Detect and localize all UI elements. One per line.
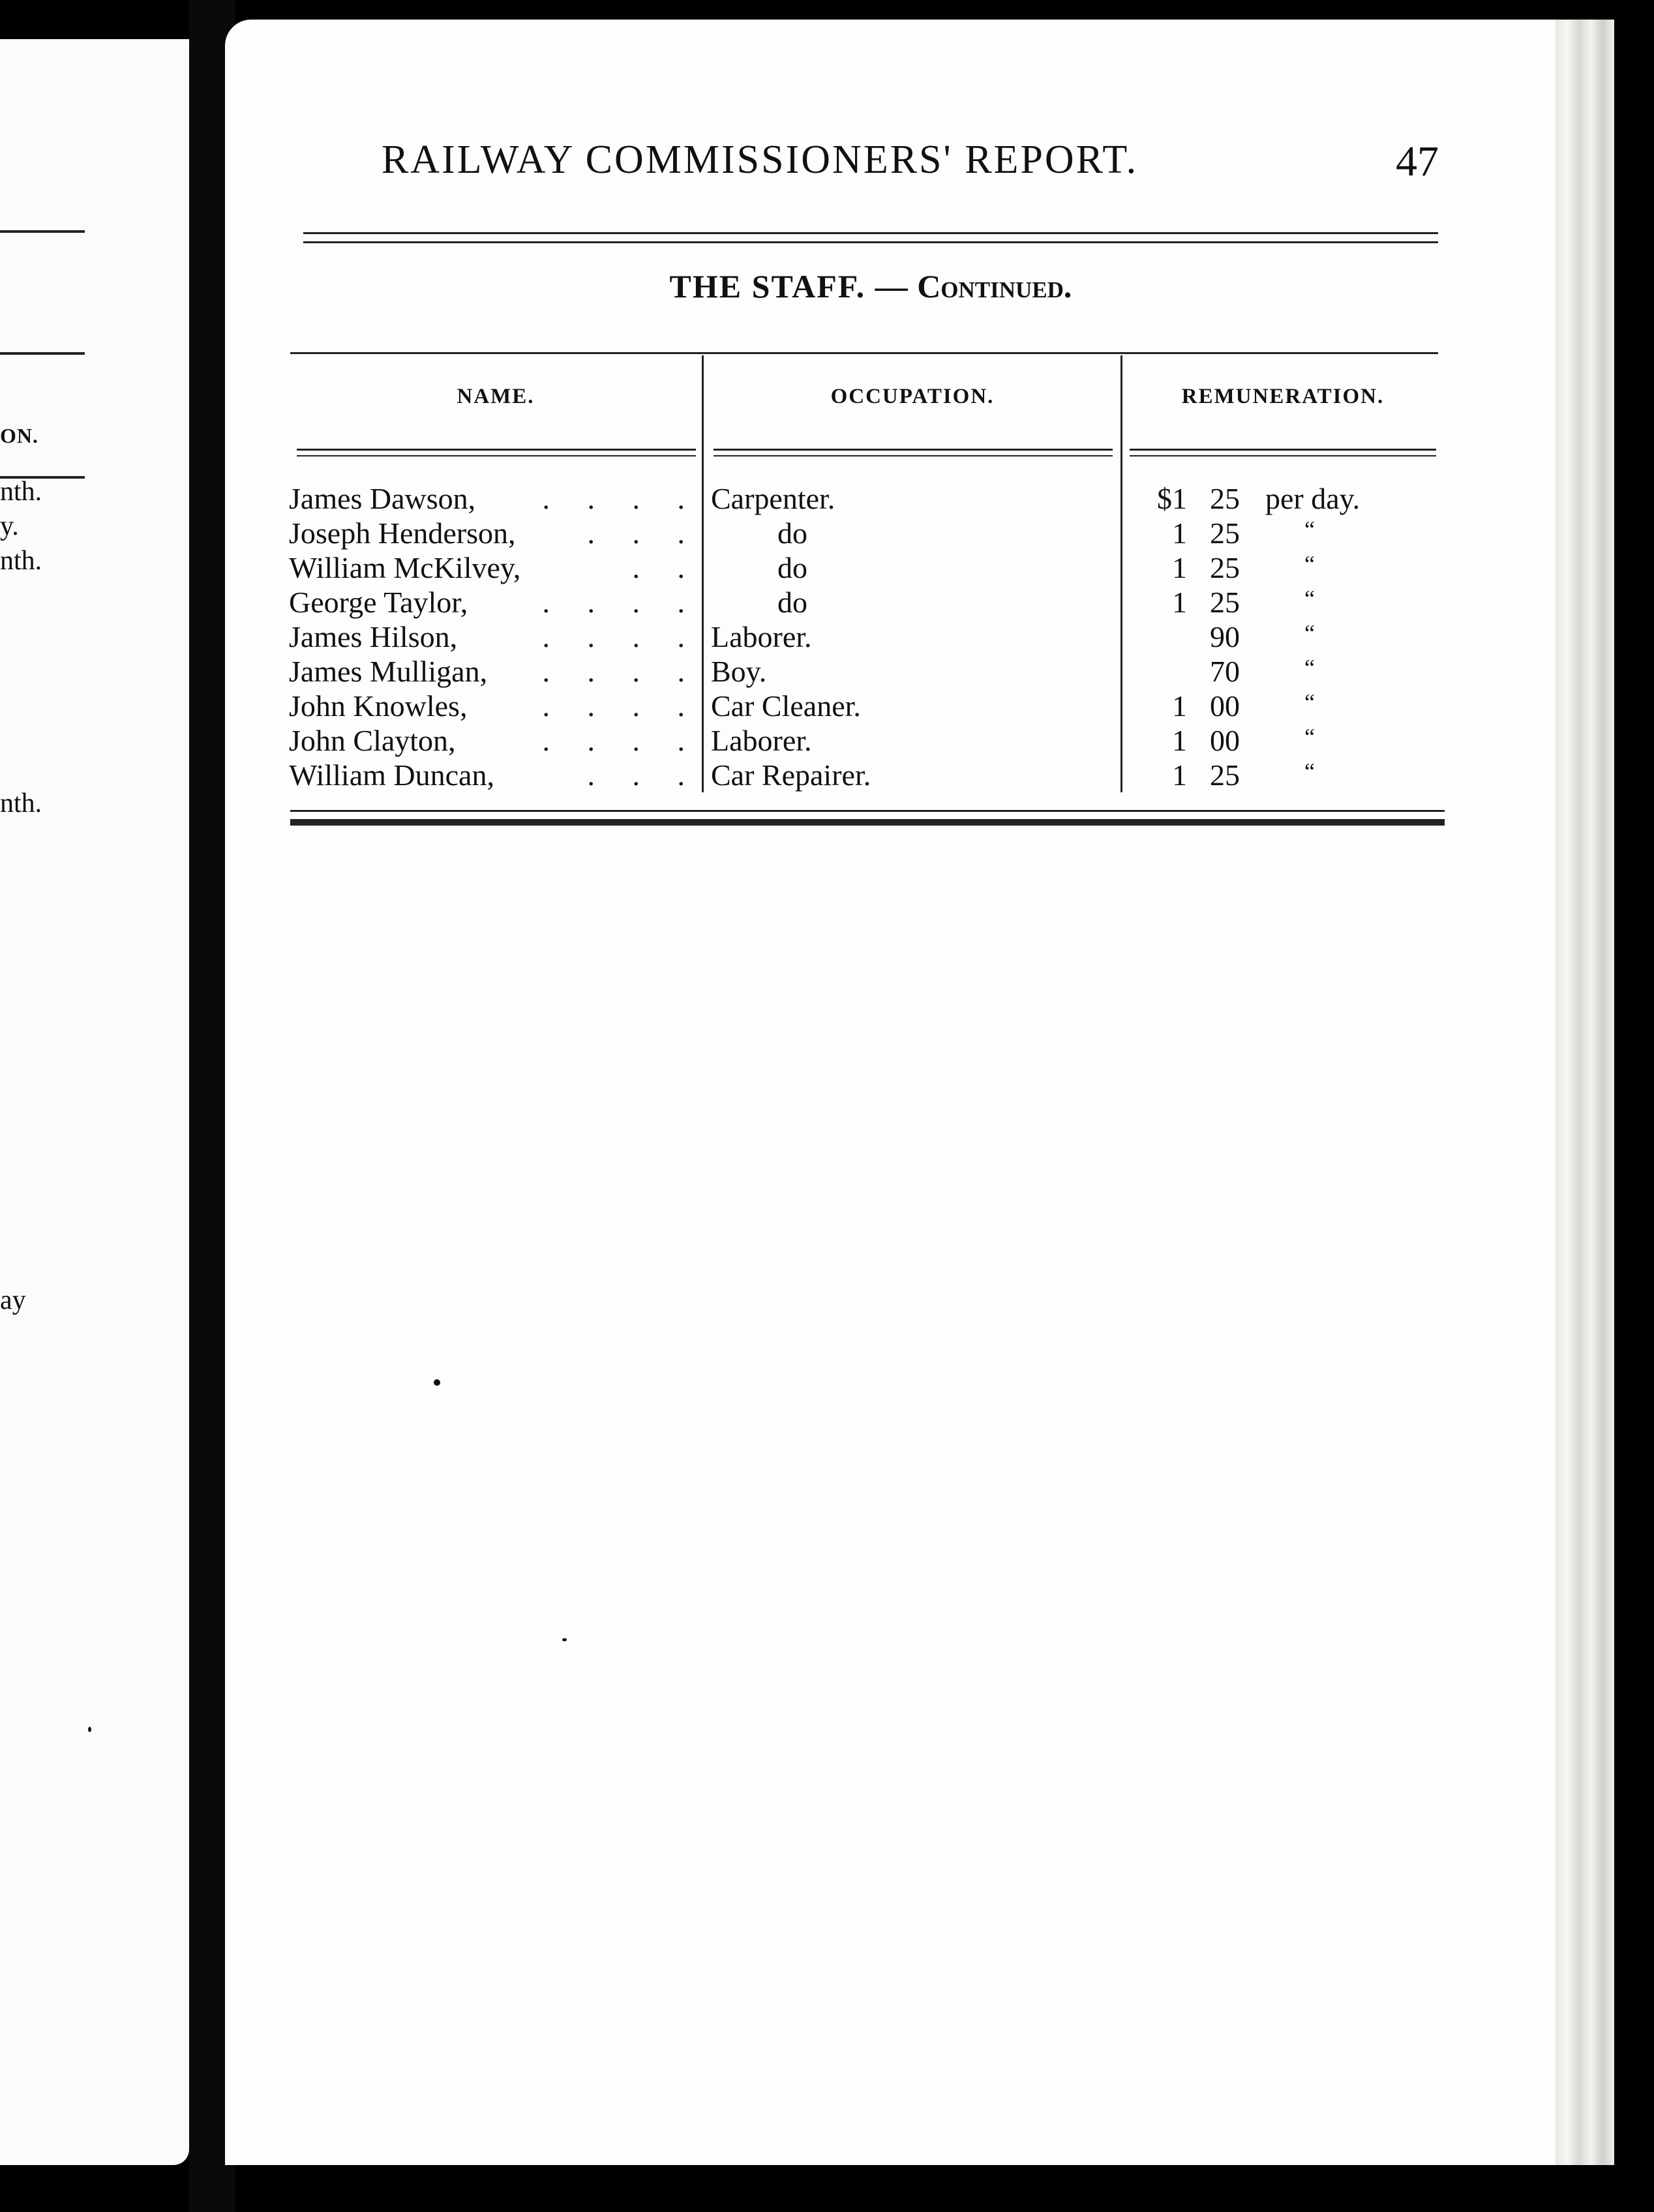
pay-unit: “ <box>1304 586 1315 612</box>
page-number: 47 <box>1396 138 1439 185</box>
leader-dots: . . . . <box>542 724 685 757</box>
column-header-occupation: OCCUPATION. <box>830 385 995 408</box>
table-row <box>0 620 1654 655</box>
left-page-rule <box>0 352 85 355</box>
section-title <box>303 267 1438 305</box>
pay-cents: 00 <box>1210 724 1240 757</box>
pay-dollars: 1 <box>1172 724 1187 757</box>
pay-unit: “ <box>1304 516 1315 543</box>
leader-dots: . . . <box>587 516 685 550</box>
table-row <box>0 654 1654 689</box>
leader-dots: . . . . <box>542 586 685 619</box>
leader-dots: . . . . <box>542 655 685 688</box>
staff-name: George Taylor, <box>289 586 468 619</box>
right-page <box>225 20 1614 2165</box>
leader-dots: . . <box>632 551 685 584</box>
pay-cents: 90 <box>1210 620 1240 653</box>
left-page-text: nth. <box>0 477 42 507</box>
staff-occupation: Boy. <box>711 655 767 688</box>
pay-dollars: $1 <box>1157 482 1187 515</box>
table-row <box>0 723 1654 758</box>
staff-name: William Duncan, <box>289 758 494 792</box>
pay-dollars: 1 <box>1172 689 1187 723</box>
staff-occupation: do <box>777 551 807 584</box>
staff-name: John Knowles, <box>289 689 468 723</box>
pay-cents: 70 <box>1210 655 1240 688</box>
staff-occupation: do <box>777 516 807 550</box>
paper-speck <box>434 1379 440 1386</box>
table-row <box>0 516 1654 551</box>
table-row <box>0 481 1654 516</box>
table-row <box>0 585 1654 620</box>
leader-dots: . . . . <box>542 482 685 515</box>
header-underline <box>297 449 696 451</box>
page-edge <box>1556 20 1614 2165</box>
pay-unit: “ <box>1304 724 1315 750</box>
leader-dots: . . . . <box>542 689 685 723</box>
header-underline <box>714 449 1113 451</box>
paper-speck <box>562 1638 567 1641</box>
table-row <box>0 758 1654 793</box>
header-underline <box>1130 449 1436 451</box>
column-header-remuneration: REMUNERATION. <box>1181 385 1385 408</box>
pay-unit: “ <box>1304 689 1315 715</box>
pay-dollars: 1 <box>1172 586 1187 619</box>
left-page-text: ay <box>0 1285 26 1315</box>
pay-cents: 25 <box>1210 758 1240 792</box>
staff-occupation: Car Repairer. <box>711 758 871 792</box>
pay-cents: 00 <box>1210 689 1240 723</box>
leader-dots: . . . <box>587 758 685 792</box>
staff-name: James Dawson, <box>289 482 476 515</box>
leader-dots: . . . . <box>542 620 685 653</box>
pay-unit: “ <box>1304 620 1315 646</box>
staff-name: Joseph Henderson, <box>289 516 516 550</box>
table-bottom-rule <box>290 819 1445 826</box>
staff-occupation: Laborer. <box>711 620 812 653</box>
pay-dollars: 1 <box>1172 758 1187 792</box>
pay-unit: “ <box>1304 551 1315 577</box>
header-rule <box>303 232 1438 234</box>
pay-cents: 25 <box>1210 586 1240 619</box>
pay-cents: 25 <box>1210 482 1240 515</box>
running-header: RAILWAY COMMISSIONERS' REPORT. <box>381 138 1139 182</box>
staff-occupation: Laborer. <box>711 724 812 757</box>
left-page-text: nth. <box>0 546 42 576</box>
header-underline <box>1130 455 1436 456</box>
pay-unit: “ <box>1304 655 1315 681</box>
header-rule <box>303 241 1438 243</box>
pay-unit: “ <box>1304 758 1315 785</box>
table-bottom-rule <box>290 810 1445 812</box>
paper-speck <box>88 1727 91 1732</box>
staff-name: William McKilvey, <box>289 551 521 584</box>
staff-name: James Mulligan, <box>289 655 488 688</box>
section-title-main: THE STAFF. — <box>669 268 909 305</box>
table-row <box>0 689 1654 724</box>
section-title-continued: Continued. <box>917 268 1072 305</box>
staff-occupation: do <box>777 586 807 619</box>
left-page-fragment <box>0 39 189 2165</box>
pay-unit: per day. <box>1265 482 1361 515</box>
left-page-rule <box>0 230 85 233</box>
table-top-rule <box>290 352 1438 354</box>
header-underline <box>714 455 1113 456</box>
pay-cents: 25 <box>1210 551 1240 584</box>
staff-name: John Clayton, <box>289 724 456 757</box>
column-header-name: NAME. <box>457 385 535 408</box>
left-page-column-head: ON. <box>0 424 38 447</box>
left-page-text: y. <box>0 511 19 541</box>
header-underline <box>297 455 696 456</box>
staff-occupation: Car Cleaner. <box>711 689 861 723</box>
pay-cents: 25 <box>1210 516 1240 550</box>
staff-name: James Hilson, <box>289 620 458 653</box>
pay-dollars: 1 <box>1172 551 1187 584</box>
staff-occupation: Carpenter. <box>711 482 835 515</box>
left-page-text: nth. <box>0 788 42 818</box>
pay-dollars: 1 <box>1172 516 1187 550</box>
table-row <box>0 550 1654 586</box>
